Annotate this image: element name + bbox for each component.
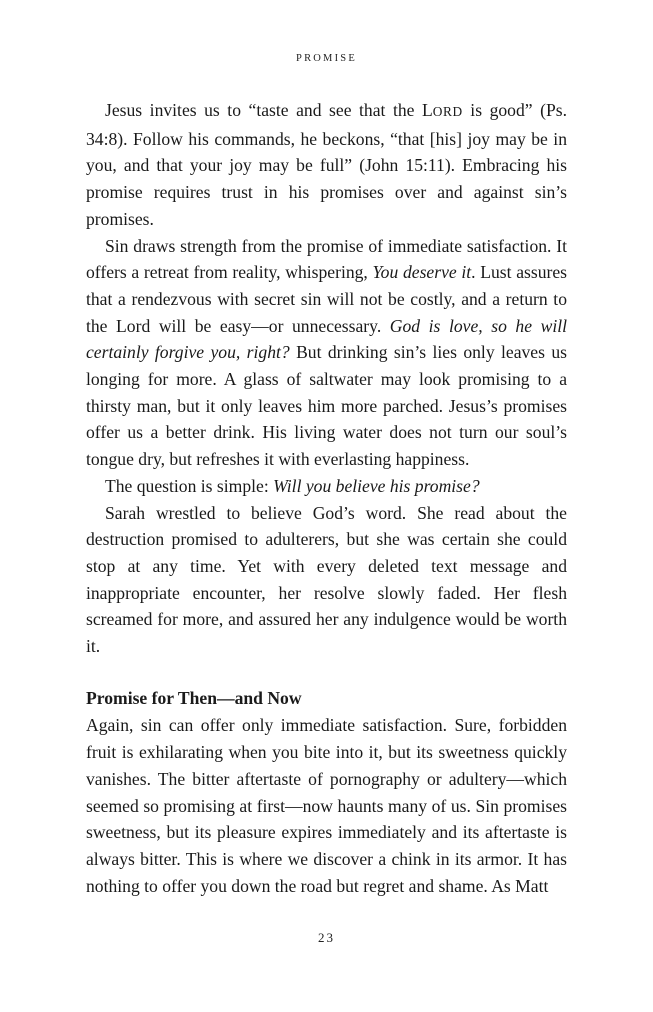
paragraph-1 — [86, 97, 567, 233]
paragraph-2-text-a: Sin draws strength from the promise of immediate satisfaction. It offers a retreat from reality, whispering, — [86, 235, 567, 283]
paragraph-2-text-c: But drinking sin’s lies only leaves us longing for more. A glass of saltwater may look promising to a thirsty man, but it only leaves him more parched. Jesus’s promises offer us a better drink. His living water does not turn our soul’s tongue dry, but refreshes it with everlasting happiness. — [86, 342, 567, 470]
page-number: 23 — [318, 930, 335, 945]
paragraph-3-italic: Will you believe his promise? — [273, 475, 480, 496]
paragraph-1-text-b: is good” (Ps. 34:8). Follow his commands, he beckons, “that [his] joy may be in you, and that your joy may be full” (John 15:11). Embracing his promise requires trust in his promises over and against sin’s promises. — [86, 100, 567, 229]
body-text — [86, 97, 567, 899]
lord-initial: L — [422, 100, 433, 120]
paragraph-4: Sarah wrestled to believe God’s word. She read about the destruction promised to adulterers, but she was certain she could stop at any time. Yet with every deleted text message and inappropriate encounter, her resolve slowly faded. Her flesh screamed for more, and assured her any indulgence would be worth it. — [86, 502, 567, 657]
paragraph-2-italic-2: God is love, so he will certainly forgive you, right? — [86, 315, 567, 363]
paragraph-2-italic-1: You deserve it — [372, 262, 472, 283]
paragraph-2 — [86, 233, 567, 473]
paragraph-2-text-b: . Lust assures that a rendezvous with secret sin will not be costly, and a return to the Lord will be easy—or unnecessary. — [86, 262, 568, 336]
lord-small-caps-rest: ORD — [432, 104, 463, 119]
running-head: PROMISE — [296, 53, 357, 64]
paragraph-5: Again, sin can offer only immediate satisfaction. Sure, forbidden fruit is exhilarating when you bite into it, but its sweetness quickly vanishes. The bitter aftertaste of pornography or adultery—which seemed so promising at first—now haunts many of us. Sin promises sweetness, but its pleasure expires immediately and its aftertaste is always bitter. This is where we discover a chink in its armor. It has nothing to offer you down the road but regret and shame. As Matt — [86, 715, 567, 896]
paragraph-3 — [86, 473, 567, 500]
paragraph-1-text-a: Jesus invites us to “taste and see that the — [105, 100, 422, 120]
lord-small-caps — [422, 100, 463, 120]
paragraph-3-text: The question is simple: — [105, 475, 274, 496]
section-heading: Promise for Then—and Now — [86, 687, 302, 708]
